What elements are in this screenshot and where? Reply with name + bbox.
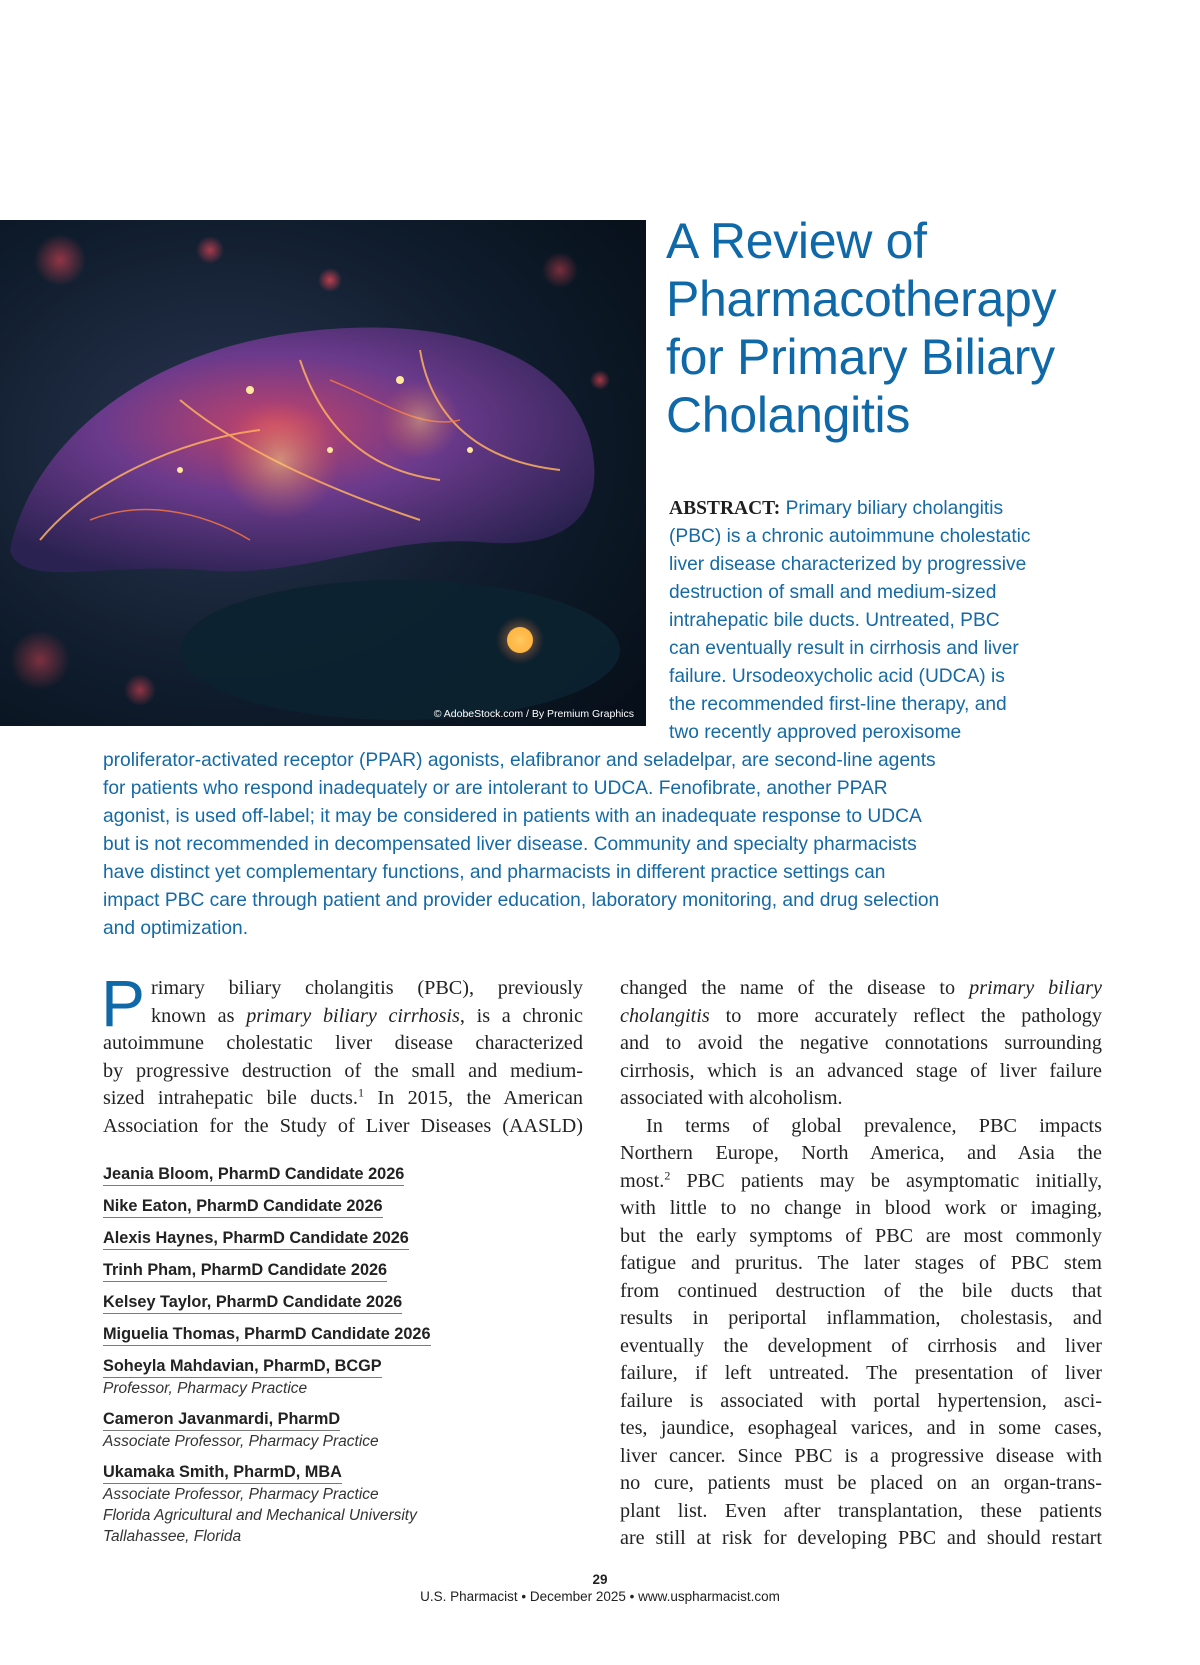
author-entry	[103, 1228, 573, 1250]
author-location: Tallahassee, Florida	[103, 1528, 242, 1545]
article-title	[666, 212, 1186, 444]
author-name: Jeania Bloom, PharmD Candidate 2026	[103, 1164, 404, 1186]
author-name: Trinh Pham, PharmD Candidate 2026	[103, 1260, 387, 1282]
abstract-line: two recently approved peroxisome	[669, 722, 962, 743]
text-run: to more accurately reflect the pathology	[709, 1004, 1102, 1027]
text-run-italic: primary biliary cirrhosis	[246, 1004, 460, 1027]
text-run: sized intrahepatic bile ducts.	[103, 1087, 358, 1109]
author-entry	[103, 1462, 573, 1547]
abstract-label: ABSTRACT:	[669, 498, 781, 519]
page-footer	[0, 1572, 1200, 1604]
body-line: Northern Europe, North America, and Asia the	[620, 1142, 1102, 1164]
abstract-line: but is not recommended in decompensated liver disease. Community and specialty pharmacists	[103, 834, 917, 855]
abstract-line: intrahepatic bile ducts. Untreated, PBC	[669, 610, 1000, 631]
author-entry	[103, 1164, 573, 1186]
body-line: rimary biliary cholangitis (PBC), previously	[151, 977, 583, 999]
text-run: changed the name of the disease to	[620, 977, 970, 999]
abstract-line: and optimization.	[103, 918, 249, 939]
author-entry	[103, 1409, 573, 1452]
body-line	[103, 1003, 583, 1031]
title-line: Pharmacotherapy	[666, 271, 1057, 327]
abstract-line: impact PBC care through patient and provider education, laboratory monitoring, and drug selection	[103, 890, 940, 911]
author-name: Soheyla Mahdavian, PharmD, BCGP	[103, 1356, 382, 1378]
body-line	[620, 1168, 1102, 1196]
title-line: A Review of	[666, 213, 927, 269]
author-role: Professor, Pharmacy Practice	[103, 1380, 308, 1397]
body-line: and to avoid the negative connotations surrounding	[620, 1032, 1102, 1054]
body-line: by progressive destruction of the small and medium-	[103, 1059, 583, 1082]
abstract-line: the recommended first-line therapy, and	[669, 694, 1007, 715]
body-line: results in periportal inflammation, cholestasis, and	[620, 1307, 1102, 1329]
drop-cap: P	[101, 966, 146, 1040]
body-column-left	[101, 966, 583, 1140]
body-line: associated with alcoholism.	[620, 1087, 843, 1109]
author-name: Alexis Haynes, PharmD Candidate 2026	[103, 1228, 409, 1250]
body-paragraph	[620, 1113, 1102, 1553]
body-line: Association for the Study of Liver Diseases (AASLD)	[103, 1114, 583, 1137]
body-line	[620, 1003, 1102, 1031]
body-line: but the early symptoms of PBC are most commonly	[620, 1224, 1102, 1247]
author-name: Ukamaka Smith, PharmD, MBA	[103, 1462, 342, 1484]
text-run: known as	[151, 1004, 247, 1027]
author-entry	[103, 1356, 573, 1399]
body-line: from continued destruction of the bile ducts that	[620, 1279, 1102, 1302]
abstract-text: Primary biliary cholangitis	[785, 498, 1004, 519]
body-line: tes, jaundice, esophageal varices, and in some cases,	[620, 1417, 1102, 1439]
page-number: 29	[592, 1572, 608, 1587]
body-paragraph	[620, 975, 1102, 1113]
author-role: Associate Professor, Pharmacy Practice	[103, 1433, 379, 1450]
text-run: In 2015, the American	[363, 1087, 583, 1109]
body-column-right	[620, 975, 1102, 1553]
reference-marker: 1	[357, 1085, 364, 1100]
body-line: are still at risk for developing PBC and should restart	[620, 1527, 1102, 1549]
author-entry	[103, 1196, 573, 1218]
author-entry	[103, 1292, 573, 1314]
abstract-line: for patients who respond inadequately or are intolerant to UDCA. Fenofibrate, another PPAR	[103, 778, 888, 799]
author-affiliation: Florida Agricultural and Mechanical University	[103, 1507, 417, 1524]
text-run: PBC patients may be asymptomatic initially,	[670, 1169, 1102, 1192]
abstract-line: can eventually result in cirrhosis and liver	[669, 638, 1019, 659]
abstract-line: agonist, is used off-label; it may be considered in patients with an inadequate response to UDCA	[103, 806, 922, 827]
author-entry	[103, 1260, 573, 1282]
author-name: Miguelia Thomas, PharmD Candidate 2026	[103, 1324, 431, 1346]
text-run: most.	[620, 1169, 665, 1192]
author-entry	[103, 1324, 573, 1346]
body-line	[103, 1085, 583, 1113]
body-line: plant list. Even after transplantation, these patients	[620, 1499, 1102, 1522]
body-line: liver cancer. Since PBC is a progressive disease with	[620, 1444, 1102, 1467]
author-name: Cameron Javanmardi, PharmD	[103, 1409, 340, 1431]
image-credit: © AdobeStock.com / By Premium Graphics	[433, 708, 634, 720]
author-role: Associate Professor, Pharmacy Practice	[103, 1486, 379, 1503]
body-line: with little to no change in blood work or imaging,	[620, 1197, 1102, 1219]
text-run-italic: primary biliary	[969, 977, 1102, 999]
abstract-line: destruction of small and medium-sized	[669, 582, 997, 603]
body-line: fatigue and pruritus. The later stages of PBC stem	[620, 1252, 1102, 1274]
intro-paragraph	[101, 966, 583, 1140]
publication-info: U.S. Pharmacist • December 2025 • www.uspharmacist.com	[420, 1589, 780, 1604]
body-line: no cure, patients must be placed on an organ-trans-	[620, 1472, 1102, 1494]
author-name: Kelsey Taylor, PharmD Candidate 2026	[103, 1292, 402, 1314]
body-line: autoimmune cholestatic liver disease characterized	[103, 1032, 583, 1054]
body-line: failure is associated with portal hypertension, asci-	[620, 1389, 1102, 1412]
body-line: In terms of global prevalence, PBC impacts	[646, 1114, 1102, 1137]
reference-marker: 2	[664, 1167, 671, 1182]
author-list	[103, 1164, 573, 1557]
body-line: failure, if left untreated. The presentation of liver	[620, 1362, 1102, 1384]
abstract-line: liver disease characterized by progressive	[669, 554, 1027, 575]
abstract-line: have distinct yet complementary functions, and pharmacists in different practice settings can	[103, 862, 886, 883]
body-line: eventually the development of cirrhosis and liver	[620, 1334, 1102, 1357]
body-line	[620, 975, 1102, 1003]
abstract-line	[103, 495, 1118, 523]
title-line: for Primary Biliary	[666, 329, 1055, 385]
body-line: cirrhosis, which is an advanced stage of liver failure	[620, 1059, 1102, 1082]
author-name: Nike Eaton, PharmD Candidate 2026	[103, 1196, 383, 1218]
abstract-line: (PBC) is a chronic autoimmune cholestatic	[669, 526, 1031, 547]
text-run-italic: cholangitis	[620, 1004, 710, 1027]
title-line: Cholangitis	[666, 387, 911, 443]
text-run: , is a chronic	[459, 1004, 583, 1027]
abstract-line: failure. Ursodeoxycholic acid (UDCA) is	[669, 666, 1005, 687]
abstract	[103, 495, 1118, 943]
abstract-line: proliferator-activated receptor (PPAR) agonists, elafibranor and seladelpar, are second-line agents	[103, 750, 936, 771]
